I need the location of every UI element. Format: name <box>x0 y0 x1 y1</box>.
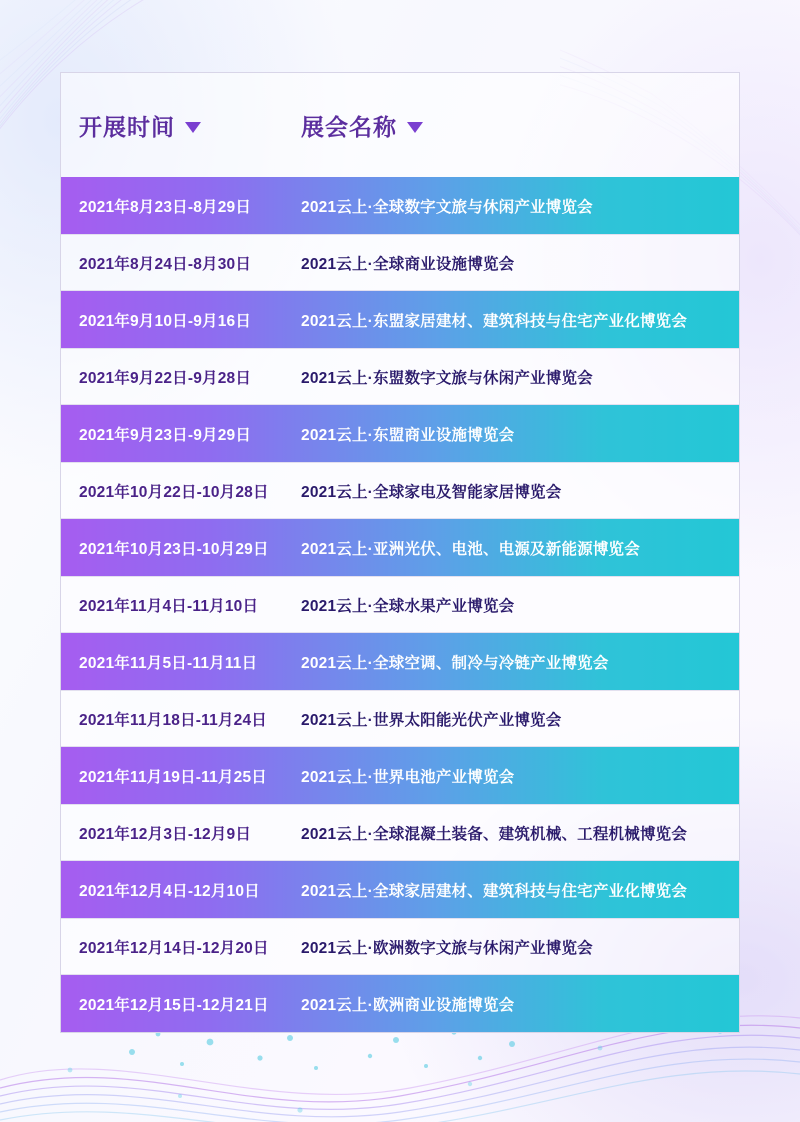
cell-name: 2021云上·世界电池产业博览会 <box>301 768 515 786</box>
table-row[interactable] <box>61 861 739 918</box>
caret-down-icon[interactable] <box>407 122 423 133</box>
cell-name: 2021云上·世界太阳能光伏产业博览会 <box>301 711 562 729</box>
cell-name: 2021云上·全球数字文旅与休闲产业博览会 <box>301 198 593 216</box>
table-row[interactable] <box>61 291 739 348</box>
table-row[interactable] <box>61 633 739 690</box>
column-header-date-label: 开展时间 <box>79 113 175 140</box>
cell-date: 2021年11月19日-11月25日 <box>79 768 267 786</box>
table-row[interactable] <box>61 690 739 747</box>
cell-date: 2021年11月5日-11月11日 <box>79 654 258 672</box>
cell-name: 2021云上·东盟数字文旅与休闲产业博览会 <box>301 369 593 387</box>
table-header-row <box>61 73 739 177</box>
table-row[interactable] <box>61 405 739 462</box>
exhibition-schedule-table <box>60 72 740 1033</box>
table-row[interactable] <box>61 519 739 576</box>
cell-date: 2021年9月22日-9月28日 <box>79 369 252 387</box>
cell-name: 2021云上·亚洲光伏、电池、电源及新能源博览会 <box>301 540 640 558</box>
cell-date: 2021年12月15日-12月21日 <box>79 996 269 1014</box>
table-row[interactable] <box>61 747 739 804</box>
cell-date: 2021年11月4日-11月10日 <box>79 597 259 615</box>
cell-date: 2021年9月23日-9月29日 <box>79 426 252 444</box>
table-row[interactable] <box>61 576 739 633</box>
cell-name: 2021云上·欧洲数字文旅与休闲产业博览会 <box>301 939 593 957</box>
cell-date: 2021年10月23日-10月29日 <box>79 540 269 558</box>
cell-name: 2021云上·全球家电及智能家居博览会 <box>301 483 562 501</box>
column-header-name[interactable] <box>301 109 423 142</box>
table-row[interactable] <box>61 348 739 405</box>
cell-name: 2021云上·东盟商业设施博览会 <box>301 426 515 444</box>
column-header-name-label: 展会名称 <box>301 113 397 140</box>
table-row[interactable] <box>61 804 739 861</box>
column-header-date[interactable] <box>79 109 301 142</box>
table-row[interactable] <box>61 462 739 519</box>
table-row[interactable] <box>61 234 739 291</box>
cell-date: 2021年8月23日-8月29日 <box>79 198 252 216</box>
cell-date: 2021年8月24日-8月30日 <box>79 255 252 273</box>
cell-name: 2021云上·全球水果产业博览会 <box>301 597 515 615</box>
cell-name: 2021云上·东盟家居建材、建筑科技与住宅产业化博览会 <box>301 312 688 330</box>
cell-name: 2021云上·全球空调、制冷与冷链产业博览会 <box>301 654 609 672</box>
cell-date: 2021年11月18日-11月24日 <box>79 711 267 729</box>
cell-date: 2021年12月4日-12月10日 <box>79 882 260 900</box>
cell-name: 2021云上·全球商业设施博览会 <box>301 255 515 273</box>
cell-name: 2021云上·全球混凝土装备、建筑机械、工程机械博览会 <box>301 825 688 843</box>
caret-down-icon[interactable] <box>185 122 201 133</box>
cell-date: 2021年12月14日-12月20日 <box>79 939 269 957</box>
cell-date: 2021年9月10日-9月16日 <box>79 312 252 330</box>
cell-name: 2021云上·欧洲商业设施博览会 <box>301 996 515 1014</box>
table-row[interactable] <box>61 918 739 975</box>
cell-name: 2021云上·全球家居建材、建筑科技与住宅产业化博览会 <box>301 882 688 900</box>
cell-date: 2021年10月22日-10月28日 <box>79 483 269 501</box>
table-row[interactable] <box>61 975 739 1032</box>
table-row[interactable] <box>61 177 739 234</box>
cell-date: 2021年12月3日-12月9日 <box>79 825 252 843</box>
table-body <box>61 177 739 1032</box>
